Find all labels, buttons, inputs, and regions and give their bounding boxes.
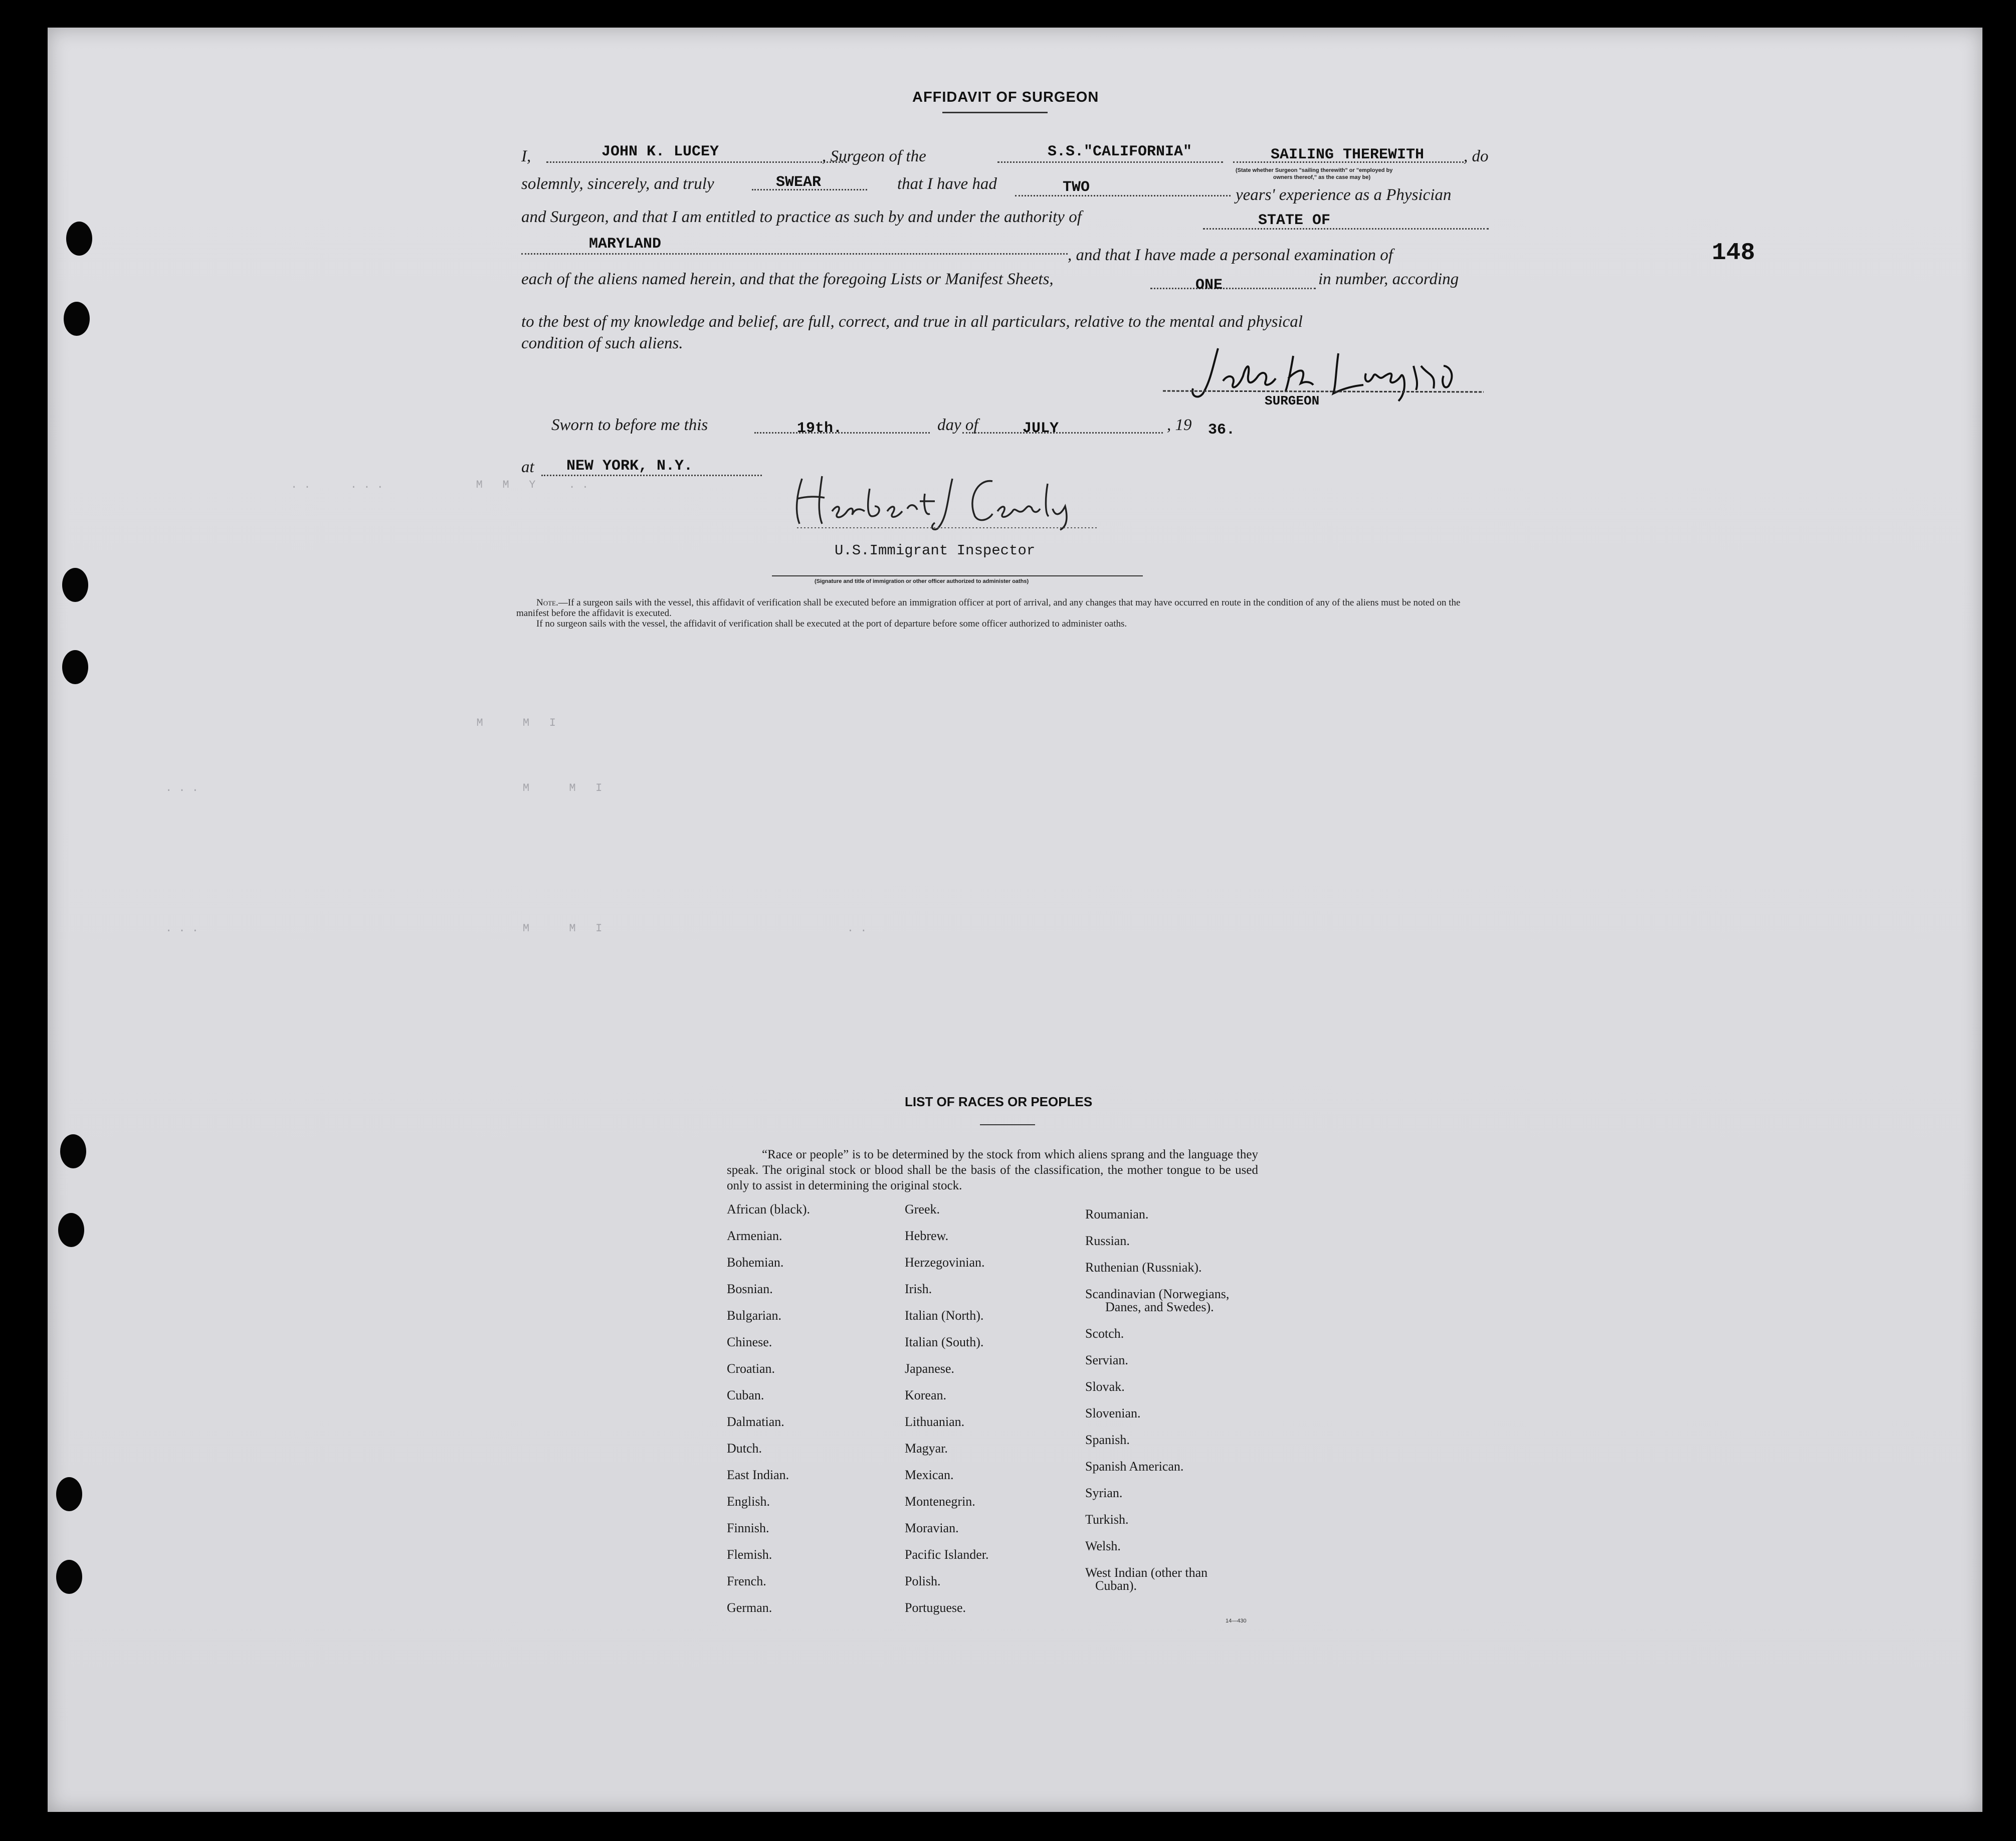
place-underline [541,475,762,476]
document-page [48,28,1982,1812]
race-item: German. [727,1600,772,1615]
bleed-through-text: . . . M M I . . [165,922,867,935]
form-number: 14—430 [1226,1618,1247,1624]
surgeon-label: SURGEON [1265,393,1320,408]
race-item: Danes, and Swedes). [1105,1300,1214,1314]
at-label: at [521,458,534,476]
race-item: Bosnian. [727,1282,773,1296]
races-column-1 [727,1203,810,1628]
races-intro: “Race or people” is to be determined by the stock from which aliens sprang and the language they speak. The original stock or blood shall be the basis of the classification, the mother tongue to be used only to assist in determining the original stock. [727,1148,1258,1192]
binder-hole [60,1134,86,1168]
sworn-month: JULY [1023,420,1059,437]
inspector-signature [787,469,1108,534]
surgeon-signature [1163,346,1494,406]
sheets-value: ONE [1195,277,1223,294]
race-item: Servian. [1085,1353,1128,1367]
binder-hole [56,1560,82,1594]
race-item: Montenegrin. [905,1494,975,1509]
authority-1: STATE OF [1258,212,1331,229]
race-item: Cuban). [1095,1578,1137,1593]
sworn-year: 36. [1208,422,1236,439]
race-item: Roumanian. [1085,1207,1149,1221]
race-item: Italian (North). [905,1308,984,1323]
race-item: Magyar. [905,1441,948,1456]
race-item: West Indian (other than [1085,1565,1208,1580]
sailing-value: SAILING THEREWITH [1271,146,1425,163]
races-rule [980,1124,1035,1125]
line2-a: solemnly, sincerely, and truly [521,175,714,193]
race-item: East Indian. [727,1468,789,1482]
note-line-2: If no surgeon sails with the vessel, the affidavit of verification shall be executed at the port of departure before some officer authorized to administer oaths. [536,619,1127,629]
race-item: Moravian. [905,1521,959,1535]
bleed-through-text: . . . . . M M Y . . [291,479,589,491]
race-item: Korean. [905,1388,947,1402]
race-item: Polish. [905,1574,941,1588]
authority-line-1 [1203,228,1489,230]
race-item: Ruthenian (Russniak). [1085,1260,1202,1275]
race-item: Croatian. [727,1361,775,1376]
race-item: Bulgarian. [727,1308,782,1323]
ship-name: S.S."CALIFORNIA" [1048,143,1192,160]
month-line [962,432,1163,434]
race-item: Bohemian. [727,1255,784,1270]
authority-line-2 [521,253,1068,255]
swear-value: SWEAR [776,174,822,191]
ship-line [997,161,1223,163]
affidavit-title: AFFIDAVIT OF SURGEON [912,89,1099,105]
bleed-through-text: . . . M M I [165,782,602,794]
inspector-line [772,575,1143,576]
race-item: Mexican. [905,1468,954,1482]
surgeon-name-line [546,161,847,163]
races-column-2 [905,1203,989,1628]
races-title: LIST OF RACES OR PEOPLES [905,1094,1093,1109]
race-item: Pacific Islander. [905,1547,989,1562]
race-item: Chinese. [727,1335,772,1349]
race-item: Dutch. [727,1441,762,1456]
race-item: Russian. [1085,1234,1130,1248]
race-item: Herzegovinian. [905,1255,985,1270]
note-paragraph [516,597,1489,629]
line4-a: , and that I have made a personal examination of [1068,246,1393,264]
race-item: English. [727,1494,770,1509]
sailing-note-2: owners thereof," as the case may be) [1273,174,1371,180]
binder-hole [56,1477,82,1511]
race-item: Greek. [905,1202,940,1216]
note-label: Note. [536,597,558,608]
race-item: Spanish. [1085,1433,1130,1447]
sworn-place: NEW YORK, N.Y. [566,458,693,475]
line5-a: each of the aliens named herein, and that the foregoing Lists or Manifest Sheets, [521,270,1054,288]
race-item: Slovenian. [1085,1406,1141,1420]
race-item: Turkish. [1085,1512,1129,1527]
bleed-through-text: M M I [165,717,556,729]
sworn-text-b: day of [937,416,978,434]
sworn-day: 19th. [797,420,843,437]
race-item: Hebrew. [905,1229,949,1243]
line3-a: and Surgeon, and that I am entitled to practice as such by and under the authority of [521,208,1082,226]
race-item: Italian (South). [905,1335,984,1349]
note-text-1: —If a surgeon sails with the vessel, this affidavit of verification shall be executed before an immigration officer at port of arrival, and any changes that may have occurred en route in the condition of any of the aliens must be noted on the manifest before the affidavit is executed. [516,597,1461,619]
binder-hole [64,302,90,336]
title-rule [942,112,1048,113]
page-number: 148 [1712,240,1755,267]
race-item: Armenian. [727,1229,782,1243]
sworn-text-a: Sworn to before me this [551,416,708,434]
inspector-caption: (Signature and title of immigration or other officer authorized to administer oaths) [815,578,1029,584]
inspector-title: U.S.Immigrant Inspector [835,542,1036,559]
race-item: Flemish. [727,1547,772,1562]
affidavit-line-7: to the best of my knowledge and belief, are full, correct, and true in all particulars, relative to the mental and physical [521,313,1303,331]
years-line [1015,195,1231,196]
binder-hole [62,650,88,684]
line1-a: I, [521,147,531,165]
race-item: Spanish American. [1085,1459,1184,1474]
race-item: African (black). [727,1202,811,1216]
year-prefix: , 19 [1167,416,1192,434]
race-item: Welsh. [1085,1539,1121,1553]
race-item: Japanese. [905,1361,954,1376]
race-item: Scotch. [1085,1326,1124,1341]
races-column-3 [1085,1208,1229,1606]
years-value: TWO [1063,179,1090,196]
race-item: Syrian. [1085,1486,1123,1500]
authority-2: MARYLAND [589,236,662,253]
binder-hole [58,1213,84,1247]
binder-hole [66,222,92,256]
sailing-note-1: (State whether Surgeon "sailing therewith" or "employed by [1236,167,1393,173]
race-item: Dalmatian. [727,1414,784,1429]
line1-c: , do [1464,147,1489,165]
race-item: French. [727,1574,766,1588]
line5-b: in number, according [1318,270,1459,288]
line1-b: , Surgeon of the [822,147,926,165]
race-item: Finnish. [727,1521,769,1535]
affidavit-line-8: condition of such aliens. [521,334,683,352]
race-item: Scandinavian (Norwegians, [1085,1287,1230,1301]
years-suffix: years' experience as a Physician [1236,186,1452,204]
surgeon-name: JOHN K. LUCEY [601,143,719,160]
race-item: Cuban. [727,1388,764,1402]
binder-hole [62,568,88,602]
race-item: Lithuanian. [905,1414,965,1429]
race-item: Portuguese. [905,1600,966,1615]
sheets-line [1150,288,1316,289]
line2-b: that I have had [897,175,997,193]
race-item: Slovak. [1085,1379,1125,1394]
race-item: Irish. [905,1282,932,1296]
note-line-1 [516,597,1489,619]
